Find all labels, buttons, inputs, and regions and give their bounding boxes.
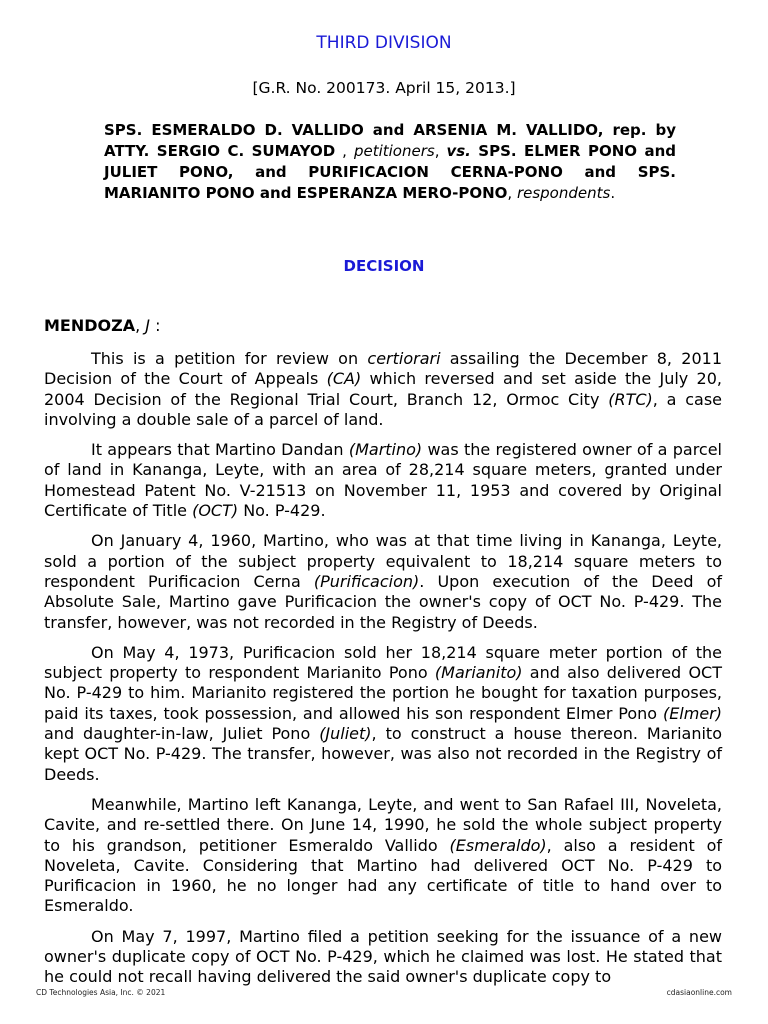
text-run: No. P-429.	[238, 501, 326, 521]
body-paragraph	[44, 349, 722, 430]
petitioners-names: SPS. ESMERALDO D. VALLIDO and ARSENIA M. VALLIDO, rep. by ATTY. SERGIO C. SUMAYOD	[104, 121, 676, 160]
italic-term: (Juliet)	[319, 724, 372, 744]
respondents-label: respondents	[516, 184, 611, 202]
separator: ,	[434, 142, 447, 160]
italic-term: (Marianito)	[434, 663, 523, 683]
text-run: which reversed and set aside the July 20, 2004 Decision of the Regional Trial Court, Branch 12, Ormoc City	[44, 369, 722, 409]
case-number: [G.R. No. 200173. April 15, 2013.]	[252, 79, 516, 97]
text-run: On May 4, 1973, Purificacion sold her 18,214 square meter portion of the subject property to respondent Marianito Pono	[44, 642, 722, 683]
italic-term: (CA)	[326, 369, 362, 389]
text-run: was the registered owner of a parcel of land in Kananga, Leyte, with an area of 28,214 square meters, granted under Homestead Patent No. V-21513 on November 11, 1953 and covered by Original Certificate of Title	[44, 440, 723, 521]
text-run: This is a petition for review on	[91, 349, 368, 368]
italic-term: (Elmer)	[662, 703, 722, 723]
ponente-title: J	[145, 316, 150, 335]
italic-term: (Purificacion)	[313, 571, 420, 591]
text-run: , to construct a house thereon. Marianito kept OCT No. P-429. The transfer, however, was also not recorded in the Registry of Deeds.	[44, 724, 722, 784]
text-run: , also a resident of Noveleta, Cavite. Considering that Martino had delivered OCT No. P-429 to Purificacion in 1960, he no longer had any certificate of title to hand over to Esmeraldo.	[44, 835, 722, 916]
division-heading: THIRD DIVISION	[316, 33, 452, 53]
italic-term: (Esmeraldo)	[449, 835, 547, 855]
ponente-sep: ,	[135, 316, 146, 335]
body-paragraph	[44, 795, 722, 917]
text-run: It appears that Martino Dandan	[91, 440, 349, 460]
italic-term: certiorari	[367, 349, 441, 368]
decision-title: DECISION	[343, 257, 425, 275]
text-run: Meanwhile, Martino left Kananga, Leyte, and went to San Rafael III, Noveleta, Cavite, and re-settled there. On June 14, 1990, he sold the whole subject property to his grandson, petitioner Esmeraldo Vallido	[44, 794, 722, 855]
text-run: and also delivered OCT No. P-429 to him. Marianito registered the portion he bought for taxation purposes, paid its taxes, took possession, and allowed his son respondent Elmer Pono	[44, 663, 722, 723]
italic-term: (Martino)	[348, 440, 423, 460]
text-run: and daughter-in-law, Juliet Pono	[44, 724, 320, 744]
respondents-names: SPS. ELMER PONO and JULIET PONO, and PURIFICACION CERNA-PONO and SPS. MARIANITO PONO and ESPERANZA MERO-PONO	[104, 142, 676, 202]
case-parties	[104, 120, 676, 204]
decision-body	[44, 349, 722, 998]
end-period: .	[610, 184, 616, 202]
footer-copyright: CD Technologies Asia, Inc. © 2021	[36, 988, 166, 997]
petitioners-label: petitioners	[353, 142, 435, 160]
text-run: , a case involving a double sale of a parcel of land.	[44, 389, 723, 429]
body-paragraph	[44, 927, 722, 988]
text-run: . Upon execution of the Deed of Absolute Sale, Martino gave Purificacion the owner's copy of OCT No. P-429. The transfer, however, was not recorded in the Registry of Deeds.	[44, 571, 722, 632]
italic-term: (OCT)	[192, 501, 239, 521]
separator: ,	[335, 142, 354, 160]
ponente	[44, 316, 160, 335]
separator: ,	[507, 184, 517, 202]
footer-site: cdasiaonline.com	[666, 988, 732, 997]
body-paragraph	[44, 643, 722, 785]
ponente-name: MENDOZA	[44, 316, 136, 335]
text-run: assailing the December 8, 2011 Decision of the Court of Appeals	[44, 349, 723, 389]
text-run: On May 7, 1997, Martino filed a petition seeking for the issuance of a new owner's duplicate copy of OCT No. P-429, which he claimed was lost. He stated that he could not recall having delivered the said owner's duplicate copy to	[44, 926, 722, 987]
text-run: On January 4, 1960, Martino, who was at that time living in Kananga, Leyte, sold a portion of the subject property equivalent to 18,214 square meters to respondent Purificacion Cerna	[44, 531, 722, 591]
body-paragraph	[44, 440, 722, 521]
versus: vs.	[446, 142, 471, 160]
body-paragraph	[44, 531, 722, 632]
ponente-colon: :	[150, 316, 161, 335]
italic-term: (RTC)	[608, 389, 653, 409]
